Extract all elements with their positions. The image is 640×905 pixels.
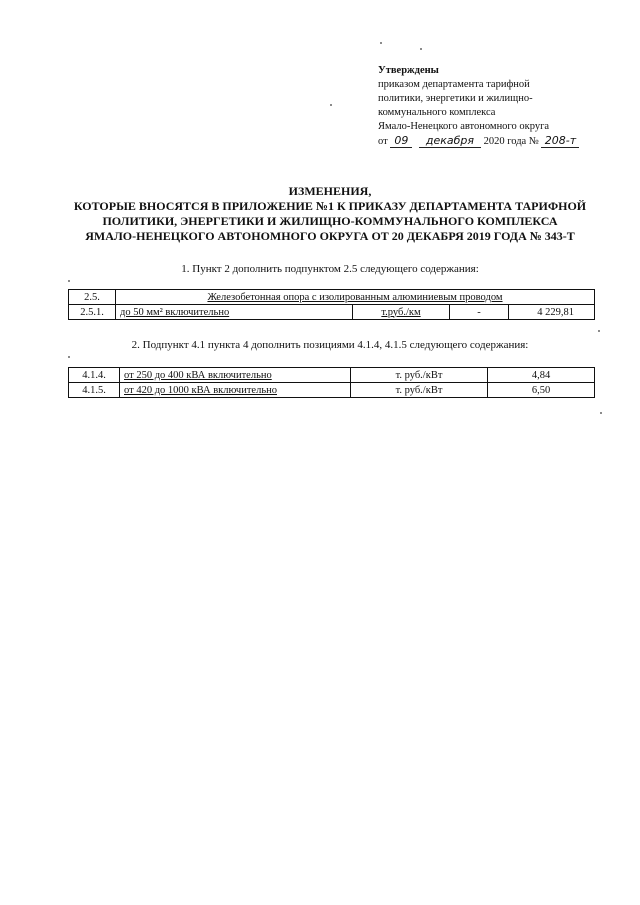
approval-line-5: Ямало-Ненецкого автономного округа: [378, 121, 550, 132]
heading-line-4: ЯМАЛО-НЕНЕЦКОГО АВТОНОМНОГО ОКРУГА ОТ 20 ДЕКАБРЯ 2019 ГОДА № 343-Т: [85, 229, 575, 243]
row-dash: -: [450, 305, 509, 320]
document-heading: [60, 184, 600, 244]
approval-date-line: [378, 135, 608, 149]
order-number: 208-т: [541, 135, 579, 148]
scan-speck: [330, 104, 332, 106]
row-number: 2.5.1.: [69, 305, 116, 320]
approval-line-3: политики, энергетики и жилищно-: [378, 93, 533, 104]
section-1-table: [68, 289, 595, 320]
scan-speck: [420, 48, 422, 50]
date-year-text: 2020 года №: [483, 136, 539, 147]
row-value: 4,84: [488, 368, 595, 383]
scan-speck: [600, 412, 602, 414]
heading-line-1: ИЗМЕНЕНИЯ,: [288, 184, 372, 198]
row-number: 4.1.5.: [69, 383, 120, 398]
row-number: 4.1.4.: [69, 368, 120, 383]
section-2-text: 2. Подпункт 4.1 пункта 4 дополнить позициями 4.1.4, 4.1.5 следующего содержания:: [131, 339, 529, 351]
row-value: 4 229,81: [509, 305, 595, 320]
row-description: от 250 до 400 кВА включительно: [120, 368, 351, 383]
section-1-text: 1. Пункт 2 дополнить подпунктом 2.5 следующего содержания:: [181, 263, 479, 275]
scan-speck: [68, 356, 70, 358]
approval-line-2: приказом департамента тарифной: [378, 79, 530, 90]
row-unit: т. руб./кВт: [351, 368, 488, 383]
table-row: [69, 305, 595, 320]
row-unit: т.руб./км: [353, 305, 450, 320]
table-row: [69, 383, 595, 398]
date-prefix: от: [378, 136, 388, 147]
approval-title: Утверждены: [378, 65, 439, 76]
scan-speck: [598, 330, 600, 332]
approval-line-4: коммунального комплекса: [378, 107, 496, 118]
scan-speck: [68, 280, 70, 282]
table-row: [69, 368, 595, 383]
row-value: 6,50: [488, 383, 595, 398]
heading-line-2: КОТОРЫЕ ВНОСЯТСЯ В ПРИЛОЖЕНИЕ №1 К ПРИКАЗУ ДЕПАРТАМЕНТА ТАРИФНОЙ: [73, 199, 587, 213]
date-day: 09: [390, 135, 412, 148]
approval-block: [378, 64, 608, 149]
date-month: декабря: [419, 135, 481, 148]
row-description: до 50 мм² включительно: [116, 305, 353, 320]
row-description: от 420 до 1000 кВА включительно: [120, 383, 351, 398]
row-title: Железобетонная опора с изолированным алюминиевым проводом: [116, 290, 595, 305]
heading-line-3: ПОЛИТИКИ, ЭНЕРГЕТИКИ И ЖИЛИЩНО-КОММУНАЛЬНОГО КОМПЛЕКСА: [102, 214, 558, 228]
row-unit: т. руб./кВт: [351, 383, 488, 398]
row-number: 2.5.: [69, 290, 116, 305]
section-2-table: [68, 367, 595, 398]
scan-speck: [380, 42, 382, 44]
table-row: [69, 290, 595, 305]
